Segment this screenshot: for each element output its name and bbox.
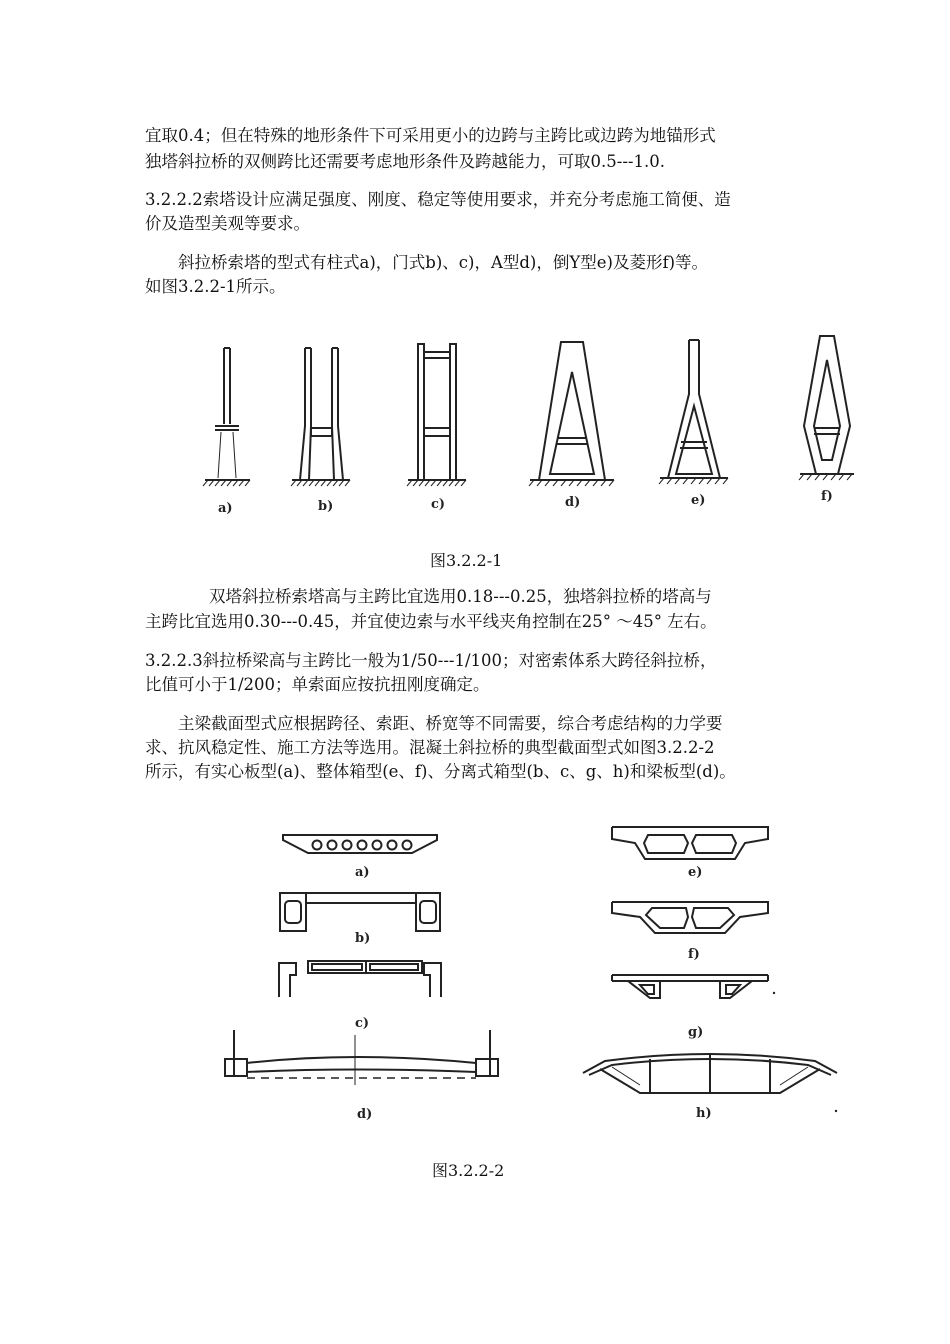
pylon-c-drawing (407, 344, 466, 486)
figure-2-caption: 图3.2.2-2 (432, 1161, 505, 1180)
section-a-drawing (283, 835, 437, 853)
pylon-d-drawing (529, 342, 614, 486)
fig2-label-e: e) (688, 865, 703, 880)
paragraph-2-line-1: 3.2.2.2索塔设计应满足强度、刚度、稳定等使用要求，并充分考虑施工简便、造 (145, 190, 731, 209)
fig1-label-a: a) (218, 501, 233, 516)
paragraph-1-line-2: 独塔斜拉桥的双侧跨比还需要考虑地形条件及跨越能力，可取0.5---1.0. (145, 152, 665, 171)
fig2-label-c: c) (355, 1016, 370, 1031)
fig1-label-e: e) (691, 493, 706, 508)
section-e-drawing (612, 827, 768, 859)
paragraph-4-line-2: 主跨比宜选用0.30---0.45，并宜使边索与水平线夹角控制在25° ～45° 左右。 (145, 612, 717, 631)
fig1-label-b: b) (318, 499, 334, 514)
section-b-drawing (280, 893, 440, 931)
paragraph-4-line-1: 双塔斜拉桥索塔高与主跨比宜选用0.18---0.25，独塔斜拉桥的塔高与 (209, 587, 712, 606)
fig1-label-f: f) (821, 489, 833, 504)
pylon-a-drawing (203, 348, 250, 486)
paragraph-6-line-3: 所示，有实心板型(a)、整体箱型(e、f)、分离式箱型(b、c、g、h)和梁板型(d)。 (145, 762, 736, 781)
paragraph-1-line-1: 宜取0.4；但在特殊的地形条件下可采用更小的边跨与主跨比或边跨为地锚形式 (145, 126, 716, 145)
fig2-label-g: g) (688, 1025, 704, 1040)
fig2-label-a: a) (355, 865, 370, 880)
paragraph-6-line-2: 求、抗风稳定性、施工方法等选用。混凝土斜拉桥的典型截面型式如图3.2.2-2 (145, 738, 715, 757)
figure-pylon-types (0, 330, 950, 530)
figure-girder-sections (0, 815, 950, 1125)
paragraph-6-line-1: 主梁截面型式应根据跨径、索距、桥宽等不同需要，综合考虑结构的力学要 (178, 714, 723, 733)
pylon-e-drawing (659, 340, 728, 484)
fig2-label-d: d) (357, 1107, 373, 1122)
fig1-label-d: d) (565, 495, 581, 510)
section-c-drawing (279, 961, 441, 997)
paragraph-2-line-2: 价及造型美观等要求。 (145, 214, 310, 233)
fig2-label-b: b) (355, 931, 371, 946)
pylon-b-drawing (291, 348, 350, 486)
paragraph-5-line-2: 比值可小于1/200；单索面应按抗扭刚度确定。 (145, 675, 490, 694)
fig2-label-f: f) (688, 947, 700, 962)
figure-1-caption: 图3.2.2-1 (430, 551, 503, 570)
section-g-drawing (612, 975, 768, 998)
paragraph-5-line-1: 3.2.2.3斜拉桥梁高与主跨比一般为1/50---1/100；对密索体系大跨径斜拉桥， (145, 651, 717, 670)
section-h-drawing (583, 1054, 837, 1093)
fig1-label-c: c) (431, 497, 446, 512)
paragraph-3-line-1: 斜拉桥索塔的型式有柱式a)，门式b)、c)，A型d)，倒Y型e)及菱形f)等。 (178, 253, 709, 272)
fig2-label-h: h) (696, 1106, 712, 1121)
pylon-f-drawing (799, 336, 854, 480)
paragraph-3-line-2: 如图3.2.2-1所示。 (145, 277, 286, 296)
section-f-drawing (612, 902, 768, 933)
section-d-drawing (225, 1030, 498, 1085)
